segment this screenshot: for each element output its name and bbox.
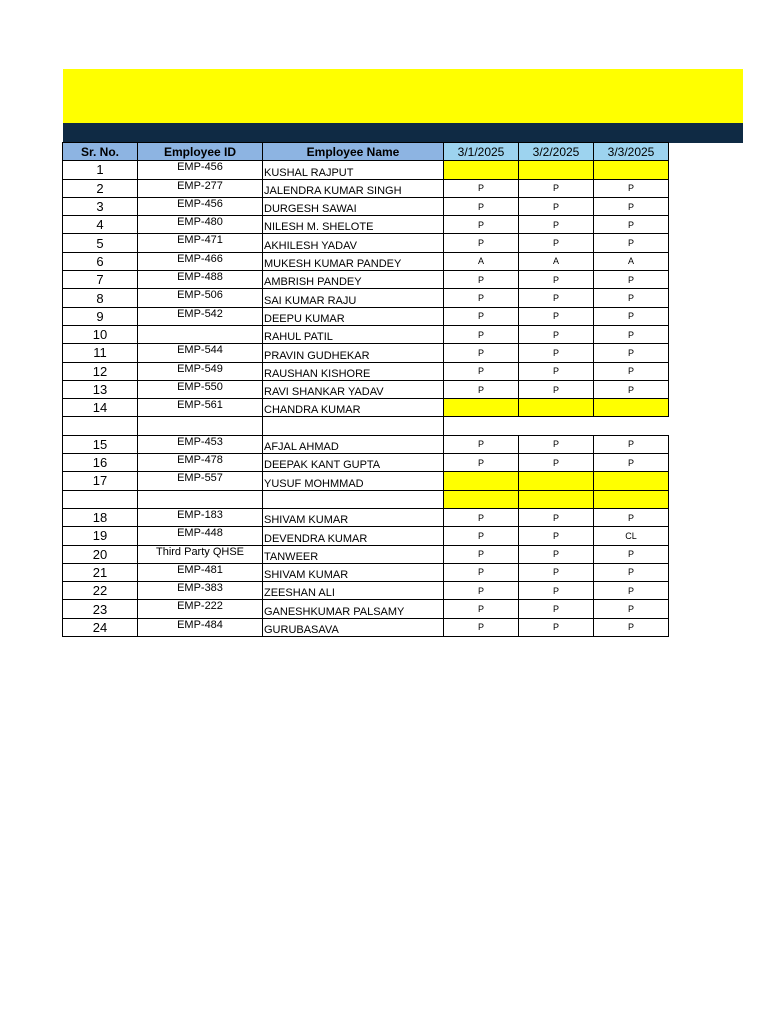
cell-status-day-1[interactable]: P [444, 545, 519, 563]
cell-status-day-1[interactable]: P [444, 179, 519, 197]
cell-employee-name[interactable]: ZEESHAN ALI [263, 582, 444, 600]
cell-status-day-2[interactable]: P [519, 582, 594, 600]
table-row [63, 289, 669, 307]
cell-employee-name[interactable]: GURUBASAVA [263, 618, 444, 636]
cell-employee-id[interactable]: EMP-557 [138, 472, 263, 490]
cell-sr-no[interactable]: 22 [63, 582, 138, 600]
cell-status-day-3[interactable]: P [594, 216, 669, 234]
cell-employee-id[interactable]: EMP-481 [138, 563, 263, 581]
cell-status-day-3[interactable]: P [594, 289, 669, 307]
table-row [63, 618, 669, 636]
cell-status-day-2[interactable]: P [519, 271, 594, 289]
cell-status-day-3[interactable]: P [594, 508, 669, 526]
cell-status-day-1[interactable]: P [444, 271, 519, 289]
cell-employee-id[interactable]: EMP-488 [138, 271, 263, 289]
cell-employee-id[interactable] [138, 490, 263, 508]
cell-employee-name[interactable]: DURGESH SAWAI [263, 197, 444, 215]
cell-status-day-2[interactable]: P [519, 307, 594, 325]
cell-status-day-1[interactable] [444, 490, 519, 508]
cell-status-day-2[interactable]: P [519, 527, 594, 545]
cell-status-day-2[interactable]: P [519, 600, 594, 618]
cell-status-day-2[interactable]: P [519, 179, 594, 197]
cell-employee-id[interactable]: EMP-550 [138, 380, 263, 398]
cell-status-day-1[interactable]: P [444, 618, 519, 636]
cell-status-day-3[interactable]: P [594, 435, 669, 453]
cell-employee-id[interactable]: EMP-478 [138, 454, 263, 472]
table-row [63, 216, 669, 234]
cell-employee-id[interactable] [138, 417, 263, 435]
cell-status-day-3[interactable]: A [594, 252, 669, 270]
cell-sr-no[interactable]: 21 [63, 563, 138, 581]
table-row [63, 362, 669, 380]
cell-employee-id[interactable]: EMP-383 [138, 582, 263, 600]
table-row [63, 271, 669, 289]
header-date-3[interactable]: 3/3/2025 [594, 143, 669, 161]
cell-sr-no[interactable] [63, 417, 138, 435]
cell-employee-id[interactable]: EMP-277 [138, 179, 263, 197]
cell-status-day-3[interactable] [594, 417, 669, 435]
cell-status-day-3[interactable]: CL [594, 527, 669, 545]
cell-sr-no[interactable]: 6 [63, 252, 138, 270]
cell-sr-no[interactable]: 24 [63, 618, 138, 636]
cell-status-day-3[interactable] [594, 399, 669, 417]
cell-employee-id[interactable]: EMP-542 [138, 307, 263, 325]
cell-status-day-2[interactable]: P [519, 234, 594, 252]
header-employee-id[interactable]: Employee ID [138, 143, 263, 161]
cell-status-day-1[interactable] [444, 417, 519, 435]
cell-status-day-3[interactable]: P [594, 380, 669, 398]
cell-status-day-1[interactable]: P [444, 527, 519, 545]
cell-status-day-1[interactable]: P [444, 582, 519, 600]
cell-status-day-1[interactable]: P [444, 563, 519, 581]
cell-employee-name[interactable]: YUSUF MOHMMAD [263, 472, 444, 490]
cell-status-day-3[interactable]: P [594, 325, 669, 343]
cell-status-day-1[interactable] [444, 161, 519, 179]
cell-status-day-1[interactable] [444, 472, 519, 490]
cell-status-day-2[interactable] [519, 490, 594, 508]
table-row [63, 527, 669, 545]
cell-status-day-2[interactable]: P [519, 454, 594, 472]
header-date-2[interactable]: 3/2/2025 [519, 143, 594, 161]
cell-status-day-2[interactable]: P [519, 289, 594, 307]
table-row [63, 161, 669, 179]
cell-employee-id[interactable]: EMP-480 [138, 216, 263, 234]
cell-employee-name[interactable]: MUKESH KUMAR PANDEY [263, 252, 444, 270]
table-row [63, 600, 669, 618]
cell-status-day-3[interactable] [594, 472, 669, 490]
cell-employee-name[interactable]: AKHILESH YADAV [263, 234, 444, 252]
table-row [63, 454, 669, 472]
cell-sr-no[interactable]: 8 [63, 289, 138, 307]
cell-employee-name[interactable]: AFJAL AHMAD [263, 435, 444, 453]
cell-sr-no[interactable]: 5 [63, 234, 138, 252]
cell-status-day-1[interactable]: P [444, 435, 519, 453]
cell-employee-name[interactable]: TANWEER [263, 545, 444, 563]
cell-status-day-2[interactable]: P [519, 344, 594, 362]
header-date-1[interactable]: 3/1/2025 [444, 143, 519, 161]
cell-status-day-2[interactable]: P [519, 216, 594, 234]
cell-employee-id[interactable] [138, 325, 263, 343]
cell-sr-no[interactable]: 13 [63, 380, 138, 398]
cell-status-day-3[interactable] [594, 161, 669, 179]
cell-employee-name[interactable] [263, 417, 444, 435]
cell-sr-no[interactable]: 3 [63, 197, 138, 215]
cell-status-day-2[interactable]: P [519, 197, 594, 215]
cell-status-day-1[interactable] [444, 399, 519, 417]
cell-sr-no[interactable]: 19 [63, 527, 138, 545]
cell-sr-no[interactable]: 7 [63, 271, 138, 289]
table-row [63, 435, 669, 453]
cell-sr-no[interactable]: 9 [63, 307, 138, 325]
cell-employee-id[interactable]: EMP-456 [138, 161, 263, 179]
cell-status-day-1[interactable]: P [444, 197, 519, 215]
cell-employee-name[interactable]: JALENDRA KUMAR SINGH [263, 179, 444, 197]
cell-status-day-2[interactable] [519, 472, 594, 490]
cell-employee-id[interactable]: EMP-466 [138, 252, 263, 270]
cell-status-day-2[interactable]: A [519, 252, 594, 270]
cell-status-day-2[interactable] [519, 399, 594, 417]
cell-status-day-1[interactable]: P [444, 216, 519, 234]
cell-status-day-2[interactable]: P [519, 508, 594, 526]
cell-status-day-2[interactable]: P [519, 362, 594, 380]
cell-employee-name[interactable]: RAUSHAN KISHORE [263, 362, 444, 380]
cell-status-day-3[interactable]: P [594, 271, 669, 289]
table-row [63, 234, 669, 252]
cell-employee-name[interactable]: NILESH M. SHELOTE [263, 216, 444, 234]
cell-status-day-3[interactable]: P [594, 618, 669, 636]
cell-status-day-3[interactable] [594, 490, 669, 508]
table-row [63, 179, 669, 197]
table-row [63, 582, 669, 600]
attendance-body [63, 161, 669, 637]
cell-sr-no[interactable]: 20 [63, 545, 138, 563]
cell-status-day-2[interactable] [519, 417, 594, 435]
table-row [63, 472, 669, 490]
cell-status-day-2[interactable] [519, 161, 594, 179]
header-sr-no[interactable]: Sr. No. [63, 143, 138, 161]
table-row [63, 307, 669, 325]
cell-sr-no[interactable]: 15 [63, 435, 138, 453]
cell-sr-no[interactable] [63, 490, 138, 508]
cell-employee-name[interactable]: DEEPU KUMAR [263, 307, 444, 325]
cell-employee-name[interactable]: SAI KUMAR RAJU [263, 289, 444, 307]
cell-employee-name[interactable]: KUSHAL RAJPUT [263, 161, 444, 179]
header-row [63, 143, 669, 161]
table-row [63, 563, 669, 581]
table-row [63, 252, 669, 270]
cell-status-day-3[interactable]: P [594, 563, 669, 581]
cell-employee-id[interactable]: EMP-456 [138, 197, 263, 215]
table-row [63, 417, 669, 435]
cell-status-day-2[interactable]: P [519, 563, 594, 581]
cell-employee-name[interactable]: DEEPAK KANT GUPTA [263, 454, 444, 472]
cell-status-day-3[interactable]: P [594, 454, 669, 472]
cell-status-day-1[interactable]: P [444, 508, 519, 526]
cell-status-day-2[interactable]: P [519, 618, 594, 636]
cell-employee-id[interactable]: EMP-448 [138, 527, 263, 545]
table-row [63, 399, 669, 417]
cell-sr-no[interactable]: 16 [63, 454, 138, 472]
cell-employee-id[interactable]: EMP-484 [138, 618, 263, 636]
cell-sr-no[interactable]: 12 [63, 362, 138, 380]
cell-status-day-1[interactable]: P [444, 454, 519, 472]
cell-status-day-1[interactable]: P [444, 234, 519, 252]
cell-status-day-1[interactable]: P [444, 344, 519, 362]
cell-employee-name[interactable]: GANESHKUMAR PALSAMY [263, 600, 444, 618]
cell-employee-name[interactable]: PRAVIN GUDHEKAR [263, 344, 444, 362]
cell-sr-no[interactable]: 18 [63, 508, 138, 526]
title-underline-bar [63, 123, 743, 143]
cell-sr-no[interactable]: 17 [63, 472, 138, 490]
cell-sr-no[interactable]: 2 [63, 179, 138, 197]
cell-status-day-1[interactable]: P [444, 600, 519, 618]
cell-employee-id[interactable]: EMP-549 [138, 362, 263, 380]
cell-employee-id[interactable]: EMP-453 [138, 435, 263, 453]
cell-sr-no[interactable]: 11 [63, 344, 138, 362]
table-row [63, 344, 669, 362]
cell-employee-name[interactable]: RAVI SHANKAR YADAV [263, 380, 444, 398]
cell-status-day-2[interactable]: P [519, 325, 594, 343]
cell-status-day-2[interactable]: P [519, 435, 594, 453]
cell-status-day-3[interactable]: P [594, 234, 669, 252]
cell-status-day-1[interactable]: P [444, 380, 519, 398]
table-row [63, 380, 669, 398]
cell-employee-name[interactable] [263, 490, 444, 508]
cell-status-day-3[interactable]: P [594, 545, 669, 563]
table-row [63, 490, 669, 508]
table-row [63, 508, 669, 526]
cell-sr-no[interactable]: 23 [63, 600, 138, 618]
cell-status-day-3[interactable]: P [594, 600, 669, 618]
cell-status-day-3[interactable]: P [594, 582, 669, 600]
cell-employee-name[interactable]: AMBRISH PANDEY [263, 271, 444, 289]
cell-employee-name[interactable]: CHANDRA KUMAR [263, 399, 444, 417]
cell-sr-no[interactable]: 14 [63, 399, 138, 417]
cell-status-day-1[interactable]: P [444, 325, 519, 343]
cell-status-day-3[interactable]: P [594, 344, 669, 362]
cell-employee-id[interactable]: Third Party QHSE [138, 545, 263, 563]
cell-sr-no[interactable]: 1 [63, 161, 138, 179]
title-banner [63, 69, 743, 123]
cell-status-day-1[interactable]: A [444, 252, 519, 270]
cell-employee-id[interactable]: EMP-471 [138, 234, 263, 252]
table-row [63, 197, 669, 215]
cell-status-day-1[interactable]: P [444, 307, 519, 325]
cell-employee-id[interactable]: EMP-561 [138, 399, 263, 417]
cell-employee-name[interactable]: DEVENDRA KUMAR [263, 527, 444, 545]
cell-sr-no[interactable]: 4 [63, 216, 138, 234]
cell-employee-name[interactable]: SHIVAM KUMAR [263, 508, 444, 526]
attendance-table [62, 142, 669, 637]
cell-status-day-2[interactable]: P [519, 545, 594, 563]
cell-employee-id[interactable]: EMP-506 [138, 289, 263, 307]
header-employee-name[interactable]: Employee Name [263, 143, 444, 161]
cell-status-day-1[interactable]: P [444, 289, 519, 307]
cell-status-day-2[interactable]: P [519, 380, 594, 398]
table-row [63, 325, 669, 343]
cell-sr-no[interactable]: 10 [63, 325, 138, 343]
cell-status-day-3[interactable]: P [594, 179, 669, 197]
cell-status-day-3[interactable]: P [594, 362, 669, 380]
cell-employee-id[interactable]: EMP-222 [138, 600, 263, 618]
cell-status-day-3[interactable]: P [594, 197, 669, 215]
cell-status-day-1[interactable]: P [444, 362, 519, 380]
cell-employee-name[interactable]: SHIVAM KUMAR [263, 563, 444, 581]
cell-employee-id[interactable]: EMP-544 [138, 344, 263, 362]
cell-employee-id[interactable]: EMP-183 [138, 508, 263, 526]
cell-employee-name[interactable]: RAHUL PATIL [263, 325, 444, 343]
table-row [63, 545, 669, 563]
cell-status-day-3[interactable]: P [594, 307, 669, 325]
